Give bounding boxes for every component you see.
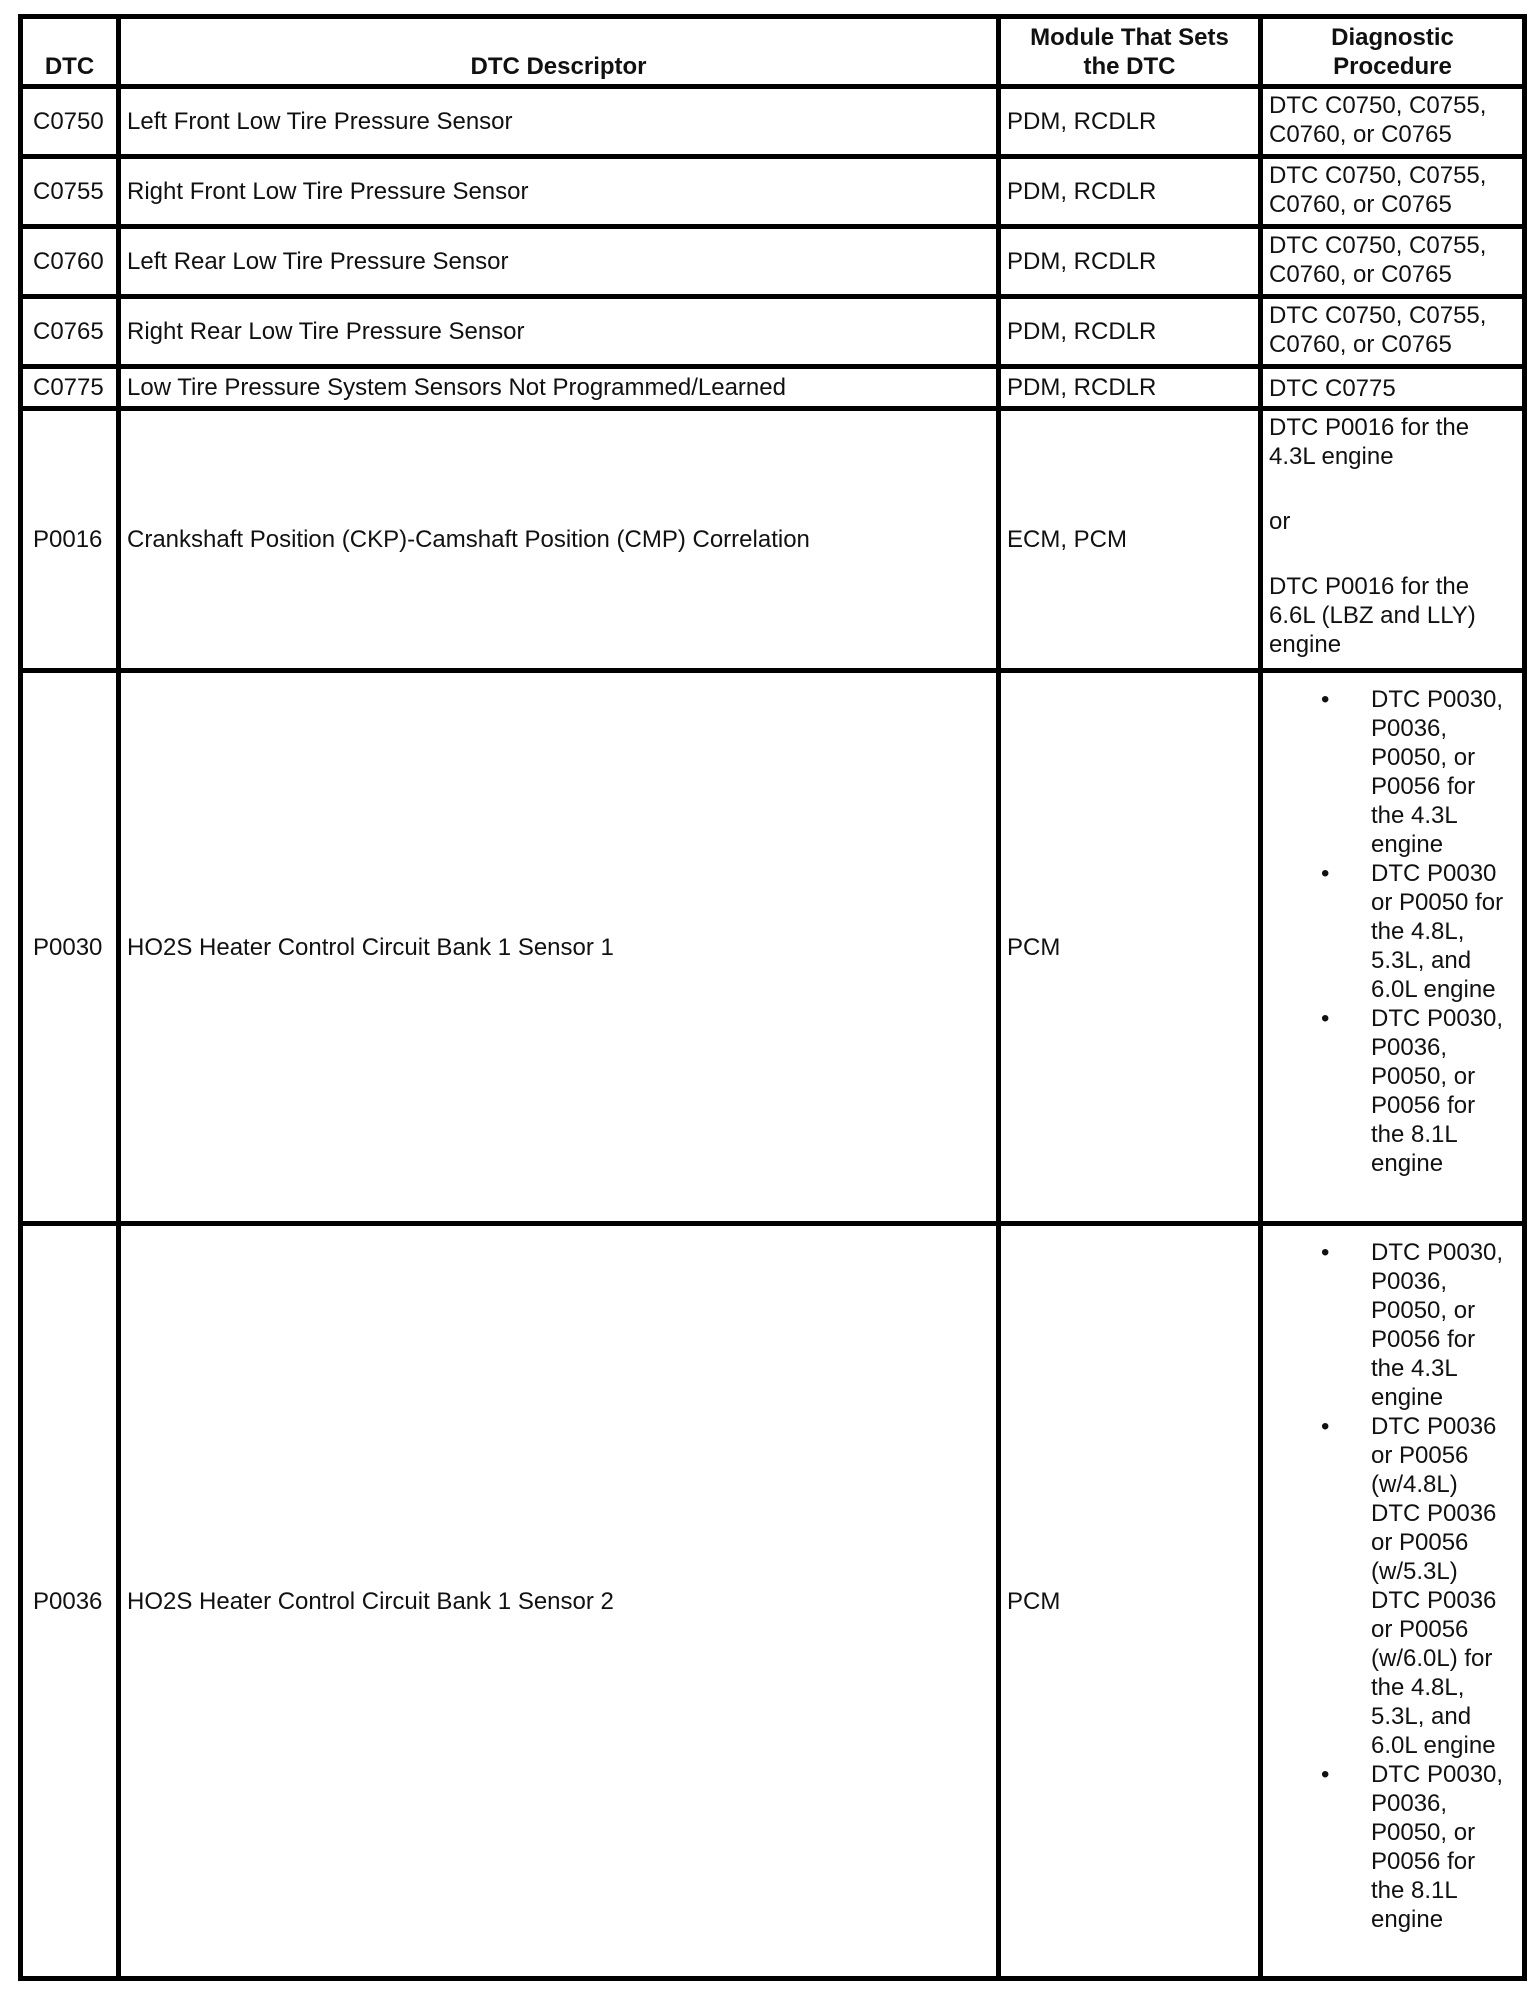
table-row	[21, 157, 1525, 227]
header-descriptor: DTC Descriptor	[119, 17, 999, 87]
table-row	[21, 227, 1525, 297]
dtc-module: PDM, RCDLR	[999, 297, 1261, 367]
dtc-code: C0765	[21, 297, 119, 367]
dtc-descriptor: Low Tire Pressure System Sensors Not Programmed/Learned	[119, 367, 999, 409]
dtc-descriptor: Right Rear Low Tire Pressure Sensor	[119, 297, 999, 367]
dtc-descriptor: Left Front Low Tire Pressure Sensor	[119, 87, 999, 157]
dtc-procedure: DTC C0750, C0755, C0760, or C0765	[1261, 157, 1525, 227]
dtc-procedure: DTC C0775	[1261, 367, 1525, 409]
dtc-module: PDM, RCDLR	[999, 227, 1261, 297]
table-row	[21, 409, 1525, 671]
dtc-code: P0030	[21, 671, 119, 1224]
dtc-code: C0760	[21, 227, 119, 297]
dtc-code: P0016	[21, 409, 119, 671]
dtc-procedure: DTC P0016 for the 4.3L engine or DTC P0016 for the 6.6L (LBZ and LLY) engine	[1261, 409, 1525, 671]
table-row	[21, 671, 1525, 1224]
dtc-procedure: DTC C0750, C0755, C0760, or C0765	[1261, 297, 1525, 367]
header-row	[21, 17, 1525, 87]
header-procedure: Diagnostic Procedure	[1261, 17, 1525, 87]
dtc-descriptor: HO2S Heater Control Circuit Bank 1 Sensor 2	[119, 1224, 999, 1979]
dtc-module: PCM	[999, 671, 1261, 1224]
dtc-descriptor: Crankshaft Position (CKP)-Camshaft Position (CMP) Correlation	[119, 409, 999, 671]
procedure-bullet: • DTC P0030 or P0050 for the 4.8L, 5.3L, and 6.0L engine	[1269, 859, 1516, 1004]
dtc-code: P0036	[21, 1224, 119, 1979]
dtc-module: ECM, PCM	[999, 409, 1261, 671]
procedure-bullet: • DTC P0036 or P0056 (w/4.8L) DTC P0036 or P0056 (w/5.3L) DTC P0036 or P0056 (w/6.0L) for the 4.8L, 5.3L, and 6.0L engine	[1269, 1412, 1516, 1760]
dtc-descriptor: Right Front Low Tire Pressure Sensor	[119, 157, 999, 227]
header-module: Module That Sets the DTC	[999, 17, 1261, 87]
dtc-table	[18, 14, 1527, 1981]
dtc-module: PDM, RCDLR	[999, 367, 1261, 409]
dtc-descriptor: HO2S Heater Control Circuit Bank 1 Sensor 1	[119, 671, 999, 1224]
dtc-procedure: DTC C0750, C0755, C0760, or C0765	[1261, 87, 1525, 157]
dtc-procedure	[1261, 671, 1525, 1224]
table-row	[21, 367, 1525, 409]
dtc-procedure: DTC C0750, C0755, C0760, or C0765	[1261, 227, 1525, 297]
procedure-bullet-list	[1269, 685, 1516, 1178]
table-row	[21, 1224, 1525, 1979]
dtc-module: PDM, RCDLR	[999, 87, 1261, 157]
procedure-bullet: • DTC P0030, P0036, P0050, or P0056 for the 4.3L engine	[1269, 685, 1516, 859]
procedure-bullet-list	[1269, 1238, 1516, 1934]
dtc-code: C0755	[21, 157, 119, 227]
dtc-module: PDM, RCDLR	[999, 157, 1261, 227]
procedure-bullet: • DTC P0030, P0036, P0050, or P0056 for the 4.3L engine	[1269, 1238, 1516, 1412]
dtc-code: C0750	[21, 87, 119, 157]
dtc-descriptor: Left Rear Low Tire Pressure Sensor	[119, 227, 999, 297]
dtc-code: C0775	[21, 367, 119, 409]
dtc-procedure	[1261, 1224, 1525, 1979]
procedure-bullet: • DTC P0030, P0036, P0050, or P0056 for the 8.1L engine	[1269, 1004, 1516, 1178]
header-dtc: DTC	[21, 17, 119, 87]
dtc-module: PCM	[999, 1224, 1261, 1979]
table-row	[21, 297, 1525, 367]
procedure-bullet: • DTC P0030, P0036, P0050, or P0056 for the 8.1L engine	[1269, 1760, 1516, 1934]
table-row	[21, 87, 1525, 157]
